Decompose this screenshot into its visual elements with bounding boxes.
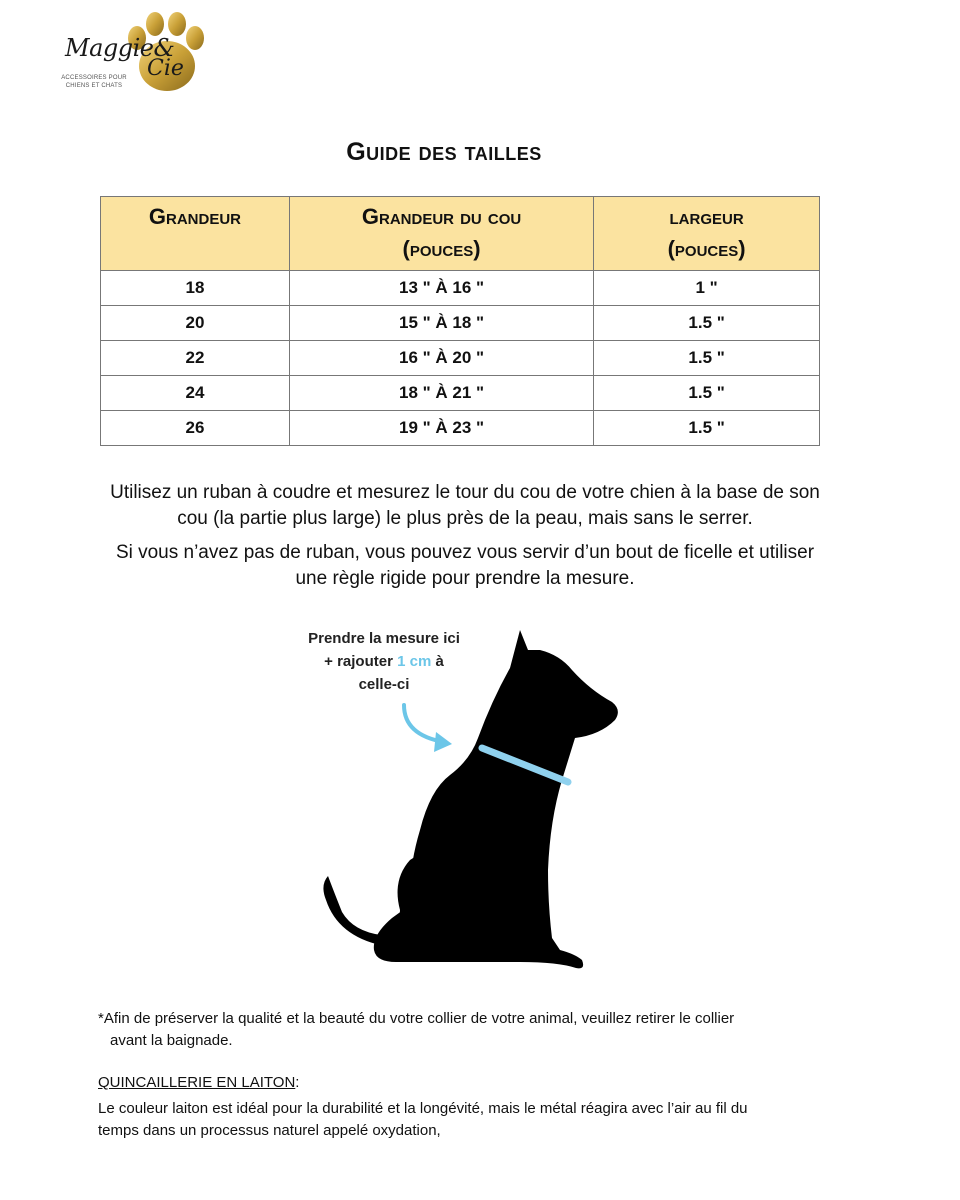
measure-note (268, 627, 500, 696)
hardware-section-title (98, 1074, 299, 1091)
hardware-title-suffix: : (295, 1074, 300, 1091)
measure-note-line2-prefix: + rajouter (324, 653, 398, 670)
hardware-line2: temps dans un processus naturel appelé oxydation, (98, 1122, 441, 1139)
footnote-line2: avant la baignade. (110, 1032, 233, 1049)
instructions-p2-line2: une règle rigide pour prendre la mesure. (295, 568, 635, 589)
cell-width: 1.5 " (594, 376, 820, 411)
cell-neck-size: 15 " À 18 " (289, 306, 593, 341)
brand-logo (55, 8, 215, 98)
cell-width: 1.5 " (594, 341, 820, 376)
cell-size: 20 (101, 306, 290, 341)
header-size-label: Grandeur (148, 204, 241, 229)
hardware-description (98, 1098, 838, 1142)
cell-size: 24 (101, 376, 290, 411)
cell-width: 1.5 " (594, 411, 820, 446)
footnote-line1: *Afin de préserver la qualité et la beauté du votre collier de votre animal, veuillez retirer le collier (98, 1010, 735, 1027)
hardware-title: QUINCAILLERIE EN LAITON (98, 1074, 296, 1091)
header-width-label: largeur (669, 204, 744, 229)
cell-width: 1.5 " (594, 306, 820, 341)
header-neck-size-unit: (pouces) (402, 236, 481, 261)
header-width (594, 197, 820, 271)
instructions-p2-line1: Si vous n’avez pas de ruban, vous pouvez vous servir d’un bout de ficelle et utiliser (115, 542, 815, 563)
instructions-p1-line2: cou (la partie plus large) le plus près de la peau, mais sans le serrer. (177, 508, 753, 529)
header-neck-size-label: Grandeur du cou (361, 204, 522, 229)
measure-note-cm: 1 cm (397, 653, 432, 670)
cell-neck-size: 13 " À 16 " (289, 271, 593, 306)
measure-note-line2 (268, 650, 500, 673)
arrow-head-icon (434, 732, 452, 752)
measure-note-line3: celle-ci (358, 676, 410, 693)
cell-neck-size: 19 " À 23 " (289, 411, 593, 446)
brand-tagline (59, 74, 129, 90)
table-row (101, 341, 820, 376)
brand-name: Maggie& (65, 34, 175, 62)
header-neck-size (289, 197, 593, 271)
table-row (101, 376, 820, 411)
page-title: Guide des tailles (346, 138, 542, 166)
table-header-row (101, 197, 820, 271)
brand-tagline-line1: ACCESSOIRES POUR (61, 75, 127, 81)
brand-name-cie: Cie (147, 56, 184, 81)
cell-size: 26 (101, 411, 290, 446)
instructions-p1-line1: Utilisez un ruban à coudre et mesurez le tour du cou de votre chien à la base de son (110, 482, 820, 503)
hardware-line1: Le couleur laiton est idéal pour la durabilité et la longévité, mais le métal réagira avec l’air au fil du (98, 1100, 748, 1117)
brand-tagline-line2: CHIENS ET CHATS (65, 83, 123, 89)
size-table (100, 196, 820, 446)
table-row (101, 271, 820, 306)
instructions-paragraph-1 (100, 480, 830, 532)
cell-size: 18 (101, 271, 290, 306)
table-row (101, 306, 820, 341)
cell-size: 22 (101, 341, 290, 376)
instructions-paragraph-2 (100, 540, 830, 592)
header-width-unit: (pouces) (667, 236, 746, 261)
table-row (101, 411, 820, 446)
measure-note-line1: Prendre la mesure ici (308, 630, 460, 647)
care-footnote (98, 1008, 818, 1052)
cell-neck-size: 16 " À 20 " (289, 341, 593, 376)
header-size (101, 197, 290, 271)
measure-note-line2-suffix: à (431, 653, 444, 670)
cell-neck-size: 18 " À 21 " (289, 376, 593, 411)
cell-width: 1 " (594, 271, 820, 306)
